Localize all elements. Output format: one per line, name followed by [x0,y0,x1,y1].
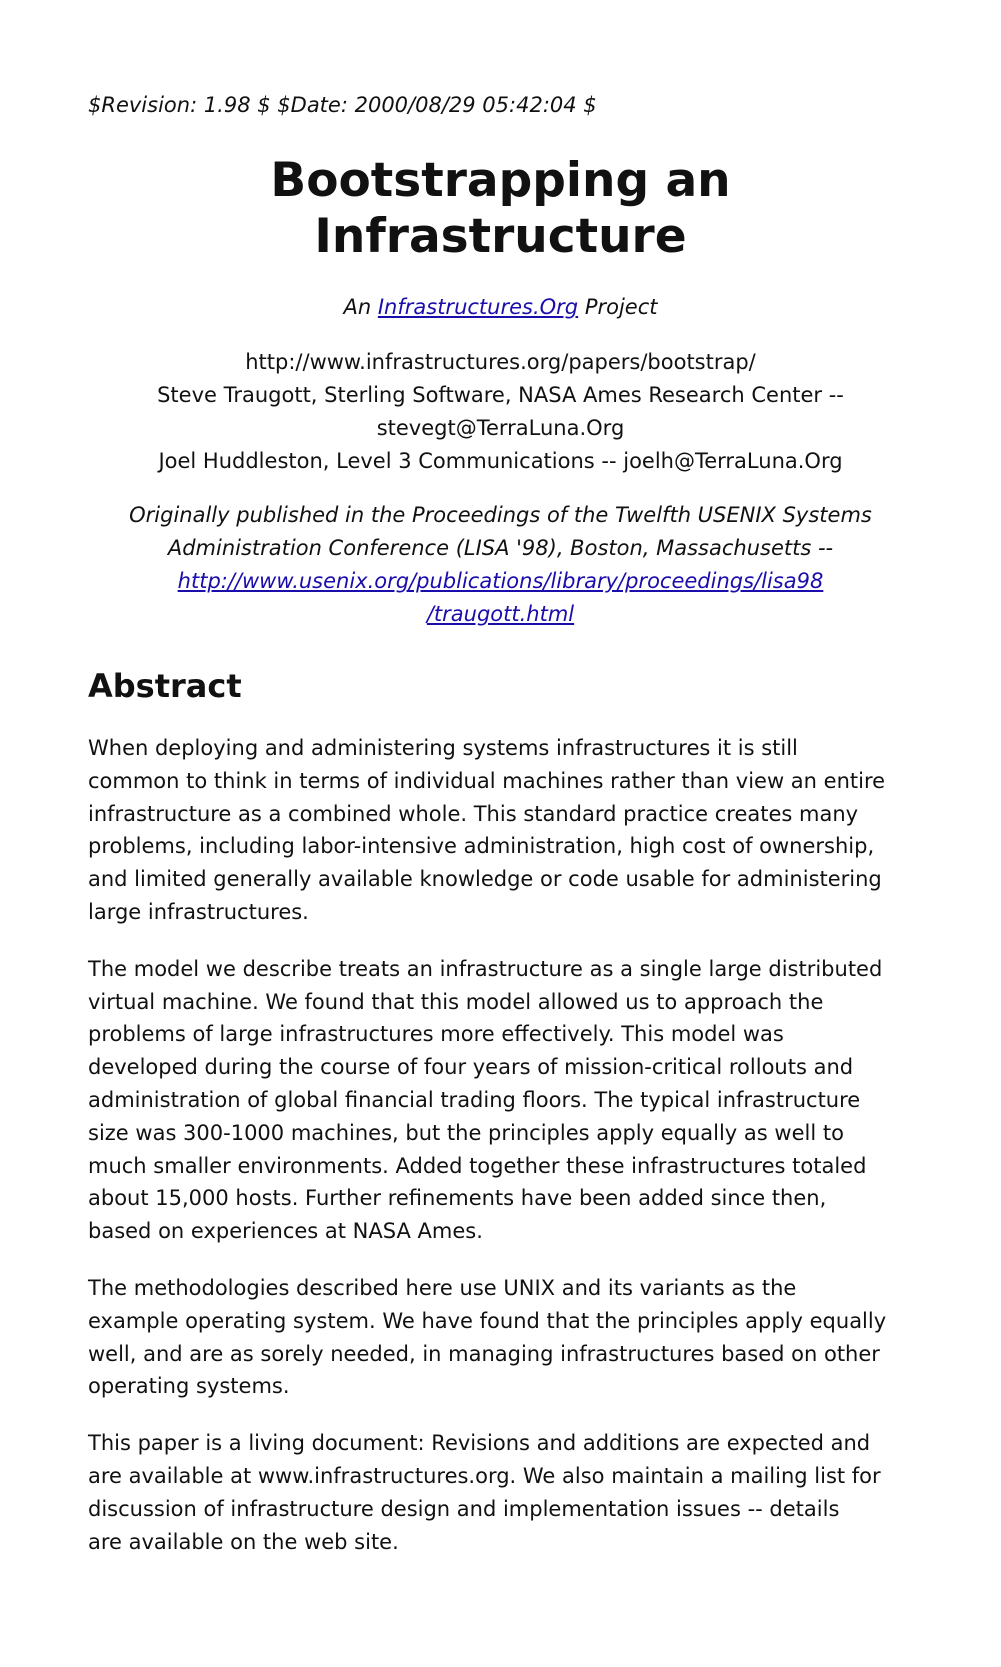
abstract-heading: Abstract [88,667,242,705]
author-2: Joel Huddleston, Level 3 Communications -- joelh@TerraLuna.Org [158,449,843,473]
paragraph-line: based on experiences at NASA Ames. [88,1219,483,1244]
paragraph-line: large infrastructures. [88,899,309,924]
paragraph-line: example operating system. We have found that the principles apply equally [88,1308,887,1333]
project-line [88,291,913,323]
paragraph-line: infrastructure as a combined whole. This standard practice creates many [88,801,859,826]
paragraph-line: well, and are as sorely needed, in managing infrastructures based on other [88,1341,880,1366]
paragraph-line: and limited generally available knowledge or code usable for administering [88,867,882,892]
authors-block [88,346,913,478]
abstract-paragraph-1 [88,732,913,929]
paragraph-line: discussion of infrastructure design and implementation issues -- details [88,1496,840,1521]
paragraph-line: operating systems. [88,1374,290,1399]
author-1-line-2: stevegt@TerraLuna.Org [376,416,625,440]
paragraph-line: are available on the web site. [88,1529,399,1554]
paragraph-line: The model we describe treats an infrastructure as a single large distributed [88,956,883,981]
usenix-proceedings-link[interactable] [88,565,913,631]
usenix-link-line-2[interactable]: /traugott.html [426,602,575,626]
paragraph-line: virtual machine. We found that this model allowed us to approach the [88,989,824,1014]
paragraph-line: problems of large infrastructures more effectively. This model was [88,1022,784,1047]
paragraph-line: administration of global financial trading floors. The typical infrastructure [88,1087,861,1112]
infrastructures-org-link[interactable]: Infrastructures.Org [377,295,579,319]
paragraph-line: This paper is a living document: Revisions and additions are expected and [88,1431,871,1456]
usenix-link-line-1[interactable]: http://www.usenix.org/publications/library/proceedings/lisa98 [177,569,824,593]
paragraph-line: size was 300-1000 machines, but the principles apply equally as well to [88,1120,844,1145]
paragraph-line: much smaller environments. Added together these infrastructures totaled [88,1153,867,1178]
paragraph-line: problems, including labor-intensive administration, high cost of ownership, [88,834,875,859]
paragraph-line: The methodologies described here use UNIX and its variants as the [88,1275,797,1300]
paragraph-line: developed during the course of four years of mission-critical rollouts and [88,1055,854,1080]
abstract-paragraph-2 [88,953,913,1248]
author-1-line-1: Steve Traugott, Sterling Software, NASA Ames Research Center -- [157,383,844,407]
paragraph-line: common to think in terms of individual machines rather than view an entire [88,768,886,793]
paragraph-line: are available at www.infrastructures.org. We also maintain a mailing list for [88,1463,881,1488]
abstract-paragraph-4 [88,1427,913,1558]
paper-title: Bootstrapping an Infrastructure [270,153,731,264]
revision-line: $Revision: 1.98 $ $Date: 2000/08/29 05:42:04 $ [88,93,597,117]
project-prefix: An [343,295,378,319]
publication-line-2: Administration Conference (LISA '98), Boston, Massachusetts -- [167,536,834,560]
paragraph-line: When deploying and administering systems infrastructures it is still [88,736,798,760]
paper-url: http://www.infrastructures.org/papers/bootstrap/ [245,350,756,374]
abstract-paragraph-3 [88,1272,913,1403]
publication-note [88,499,913,631]
paragraph-line: about 15,000 hosts. Further refinements have been added since then, [88,1186,827,1211]
publication-line-1: Originally published in the Proceedings of the Twelfth USENIX Systems [129,503,872,527]
project-suffix: Project [578,295,658,319]
